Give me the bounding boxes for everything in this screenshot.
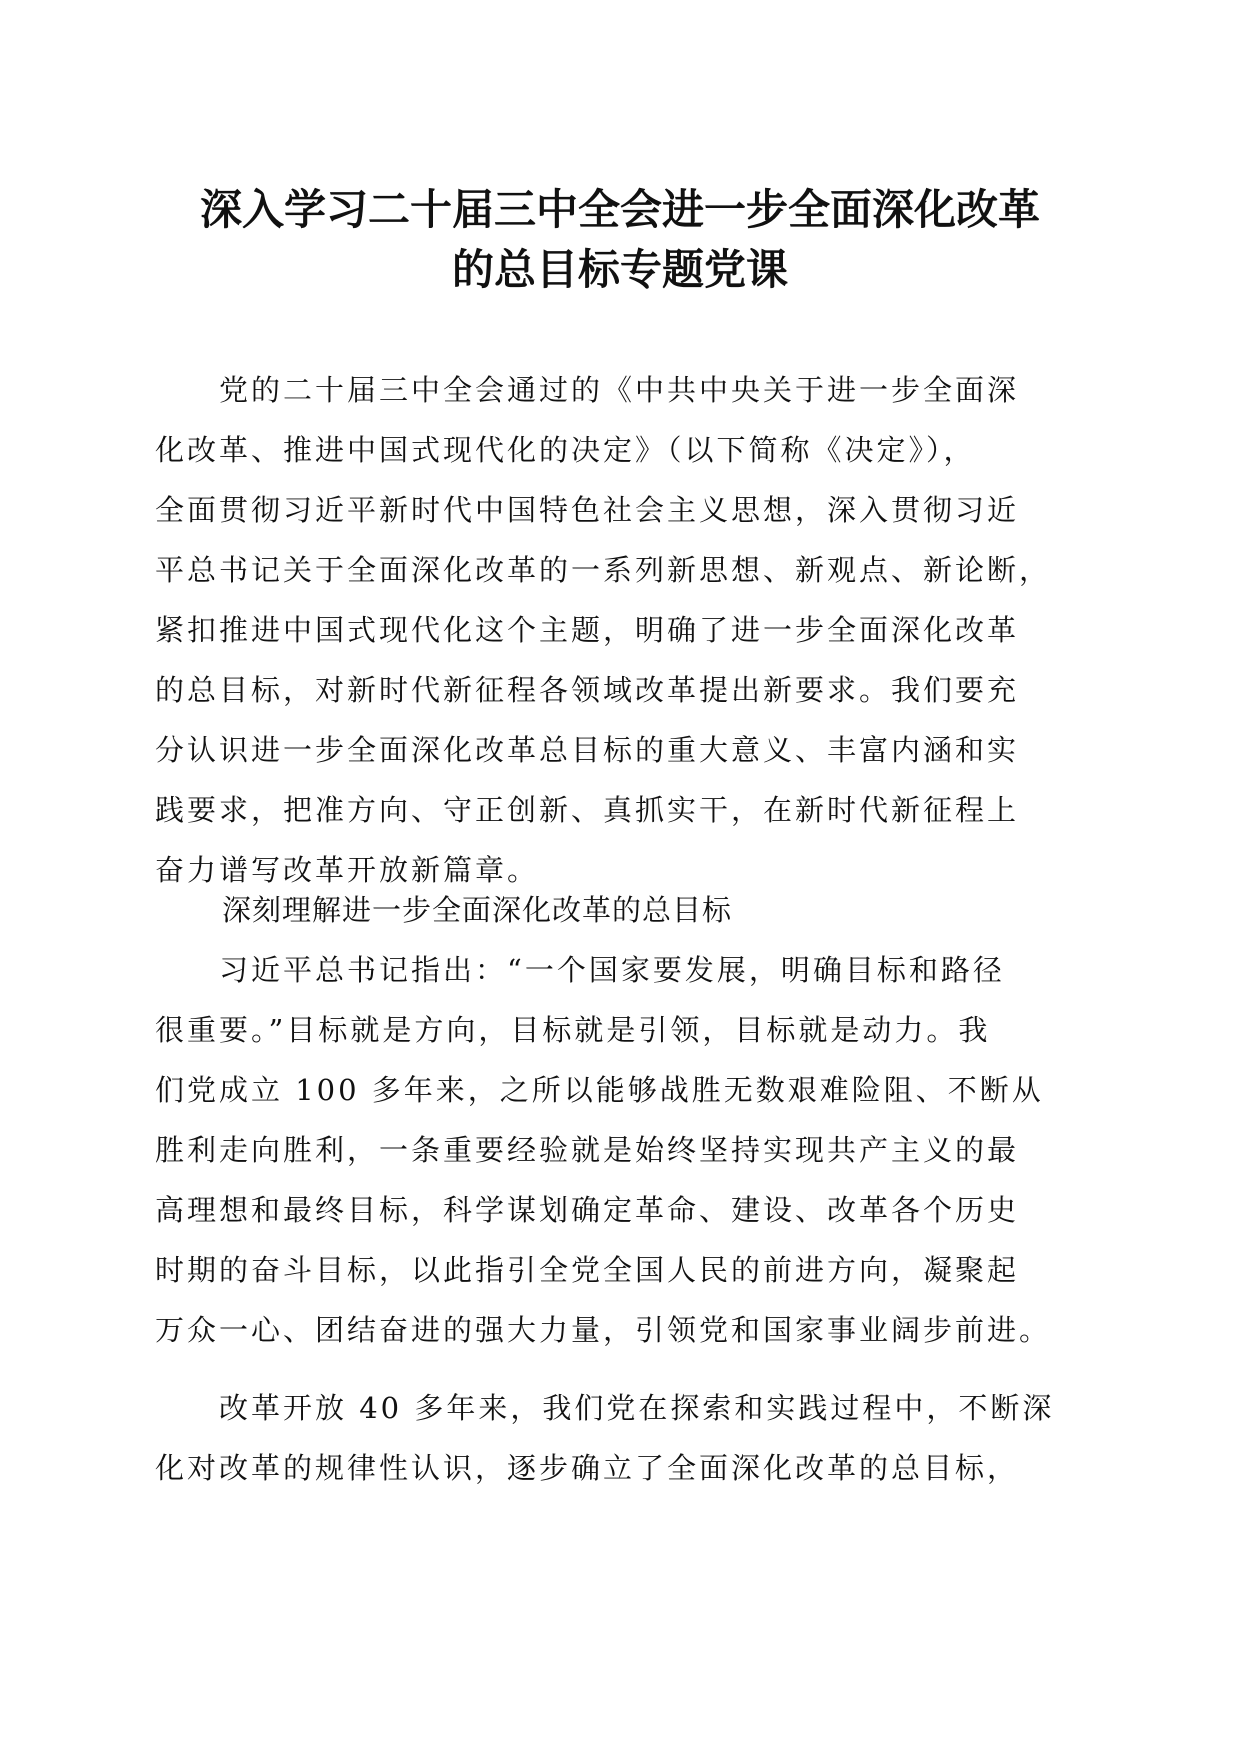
paragraph-line: 习近平总书记指出：“一个国家要发展，明确目标和路径: [155, 953, 1005, 987]
paragraph-line: 平总书记关于全面深化改革的一系列新思想、新观点、新论断，: [155, 553, 1052, 587]
document-title-line-2: 的总目标专题党课: [451, 245, 788, 294]
paragraph-line: 全面贯彻习近平新时代中国特色社会主义思想，深入贯彻习近: [155, 493, 1020, 527]
paragraph-line: 的总目标，对新时代新征程各领域改革提出新要求。我们要充: [155, 673, 1020, 707]
paragraph-line: 践要求，把准方向、守正创新、真抓实干，在新时代新征程上: [155, 793, 1020, 827]
paragraph-line: 奋力谱写改革开放新篇章。: [155, 853, 540, 887]
paragraph-line: 改革开放 40 多年来，我们党在探索和实践过程中，不断深: [155, 1391, 1055, 1425]
paragraph-line: 时期的奋斗目标，以此指引全党全国人民的前进方向，凝聚起: [155, 1253, 1020, 1287]
paragraph-line: 很重要。”目标就是方向，目标就是引领，目标就是动力。我: [155, 1013, 991, 1047]
section-heading: 深刻理解进一步全面深化改革的总目标: [222, 893, 733, 927]
paragraph-line: 高理想和最终目标，科学谋划确定革命、建设、改革各个历史: [155, 1193, 1020, 1227]
paragraph-line: 化对改革的规律性认识，逐步确立了全面深化改革的总目标，: [155, 1451, 1020, 1485]
paragraph-line: 分认识进一步全面深化改革总目标的重大意义、丰富内涵和实: [155, 733, 1020, 767]
document-title-line-1: 深入学习二十届三中全会进一步全面深化改革: [199, 185, 1040, 234]
paragraph-line: 党的二十届三中全会通过的《中共中央关于进一步全面深: [155, 373, 1020, 407]
paragraph-line: 紧扣推进中国式现代化这个主题，明确了进一步全面深化改革: [155, 613, 1020, 647]
paragraph-reform-history: [155, 1378, 1085, 1498]
paragraph-line: 万众一心、团结奋进的强大力量，引领党和国家事业阔步前进。: [155, 1313, 1052, 1347]
paragraph-line: 们党成立 100 多年来，之所以能够战胜无数艰难险阻、不断从: [155, 1073, 1044, 1107]
paragraph-line: 胜利走向胜利，一条重要经验就是始终坚持实现共产主义的最: [155, 1133, 1020, 1167]
paragraph-goal: [155, 940, 1085, 1360]
paragraph-intro: [155, 360, 1085, 900]
paragraph-line: 化改革、推进中国式现代化的决定》（以下简称《决定》），: [155, 433, 976, 467]
